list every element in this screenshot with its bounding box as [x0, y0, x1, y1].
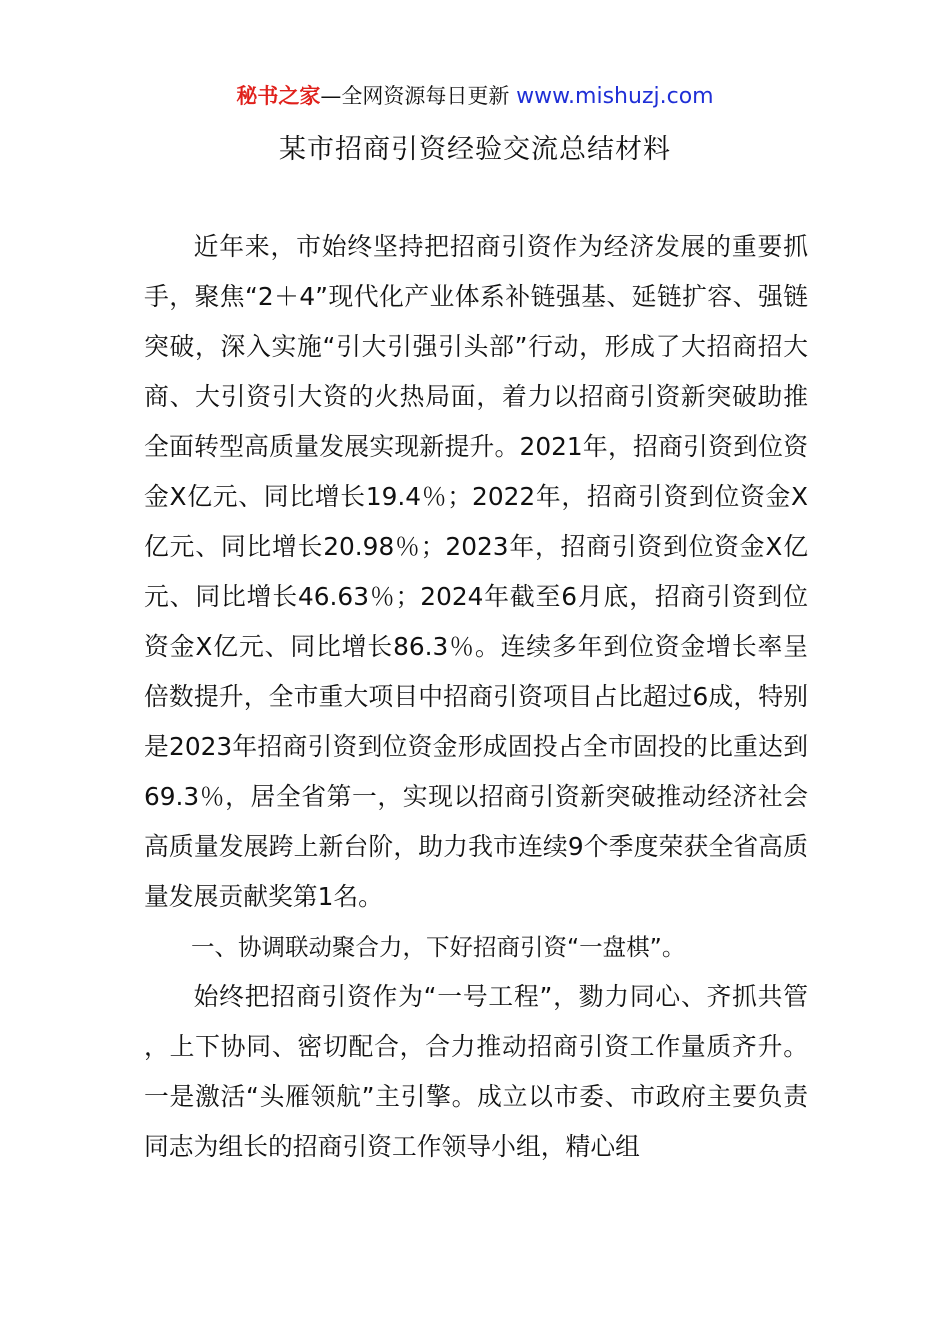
site-name: 秘书之家	[236, 84, 321, 108]
site-header	[0, 80, 950, 112]
intro-paragraph: 近年来，市始终坚持把招商引资作为经济发展的重要抓手，聚焦“2＋4”现代化产业体系补链强基、延链扩容、强链突破，深入实施“引大引强引头部”行动，形成了大招商招大商、大引资引大资的火热局面，着力以招商引资新突破助推全面转型高质量发展实现新提升。2021年，招商引资到位资金Ⅹ亿元、同比增长19.4％；2022年，招商引资到位资金Ⅹ亿元、同比增长20.98％；2023年，招商引资到位资金Ⅹ亿元、同比增长46.63％；2024年截至6月底，招商引资到位资金Ⅹ亿元、同比增长86.3％。连续多年到位资金增长率呈倍数提升，全市重大项目中招商引资项目占比超过6成，特别是2023年招商引资到位资金形成固投占全市固投的比重达到69.3％，居全省第一，实现以招商引资新突破推动经济社会高质量发展跨上新台阶，助力我市连续9个季度荣获全省高质量发展贡献奖第1名。	[144, 232, 808, 911]
document-body	[144, 222, 808, 1172]
section-paragraph-1: 始终把招商引资作为“一号工程”，勠力同心、齐抓共管，上下协同、密切配合，合力推动招商引资工作量质齐升。一是激活“头雁领航”主引擎。成立以市委、市政府主要负责同志为组长的招商引资工作领导小组，精心组	[144, 982, 808, 1161]
site-url-link[interactable]: www.mishuzj.com	[516, 84, 714, 109]
site-slogan: —全网资源每日更新	[320, 84, 517, 108]
document-title: 某市招商引资经验交流总结材料	[279, 134, 671, 165]
section-heading-1: 一、协调联动聚合力，下好招商引资“一盘棋”。	[191, 933, 686, 961]
